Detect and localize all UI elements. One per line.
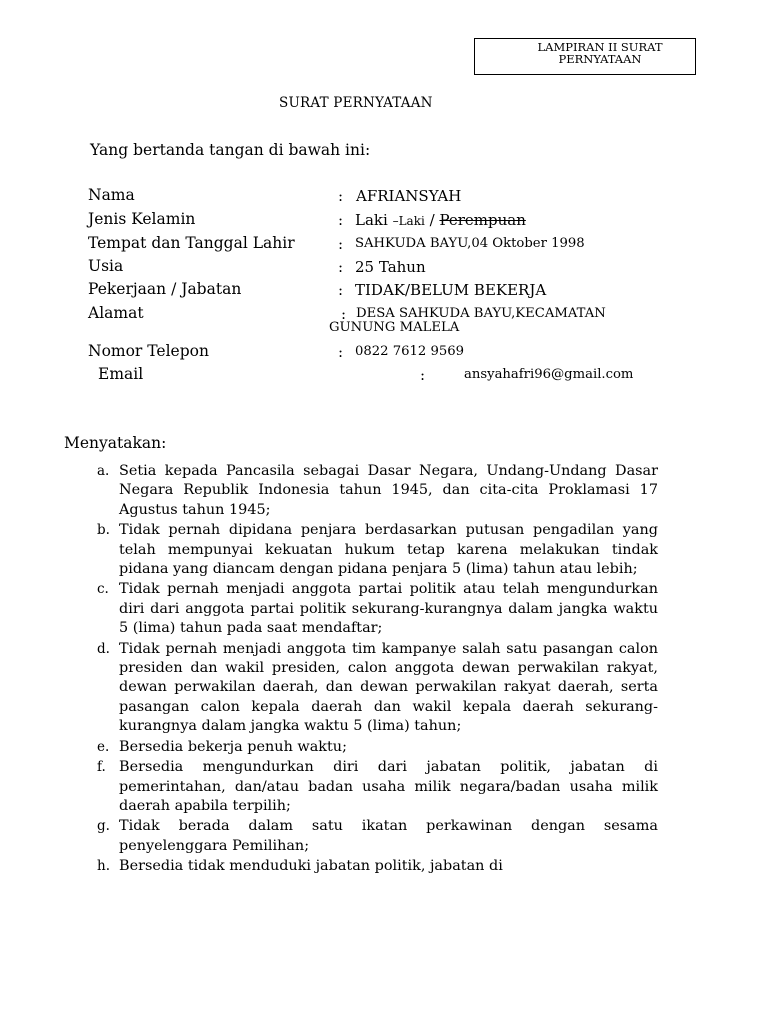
field-value-alamat-line1: DESA SAHKUDA BAYU,KECAMATAN xyxy=(356,306,606,321)
statement-letter: g. xyxy=(97,818,110,835)
intro-text: Yang bertanda tangan di bawah ini: xyxy=(90,141,371,159)
field-value-pekerjaan: TIDAK/BELUM BEKERJA xyxy=(355,281,547,299)
statement-letter: h. xyxy=(97,858,110,875)
gender-laki: Laki xyxy=(355,211,388,229)
gender-laki-dash: –Laki xyxy=(392,214,425,228)
field-label-usia: Usia xyxy=(88,257,124,275)
statement-list xyxy=(88,462,658,878)
field-colon-pekerjaan: : xyxy=(338,281,344,299)
statement-text: Bersedia bekerja penuh waktu; xyxy=(119,738,347,755)
statement-letter: d. xyxy=(97,640,110,657)
gender-perempuan-struck: Perempuan xyxy=(439,211,526,229)
field-colon-usia: : xyxy=(338,258,344,276)
field-colon-telepon: : xyxy=(338,343,344,361)
field-label-ttl: Tempat dan Tanggal Lahir xyxy=(88,234,295,252)
attachment-line-2: PERNYATAAN xyxy=(558,52,642,66)
field-value-ttl: SAHKUDA BAYU,04 Oktober 1998 xyxy=(355,236,585,251)
field-label-telepon: Nomor Telepon xyxy=(88,342,209,360)
statement-item xyxy=(88,738,658,757)
statement-item xyxy=(88,462,658,520)
document-title: SURAT PERNYATAAN xyxy=(279,95,433,111)
statement-text: Bersedia mengundurkan diri dari jabatan politik, jabatan di pemerintahan, dan/atau badan usaha milik negara/badan usaha milik daerah apabila terpilih; xyxy=(119,759,658,814)
statement-letter: b. xyxy=(97,522,110,539)
statement-text: Tidak berada dalam satu ikatan perkawinan dengan sesama penyelenggara Pemilihan; xyxy=(119,818,658,854)
field-colon-nama: : xyxy=(338,187,344,205)
field-value-jenis-kelamin xyxy=(355,211,526,229)
field-label-jenis-kelamin: Jenis Kelamin xyxy=(88,210,196,228)
attachment-label-box xyxy=(474,38,696,75)
statement-text: Bersedia tidak menduduki jabatan politik, jabatan di xyxy=(119,858,503,875)
field-label-nama: Nama xyxy=(88,186,135,204)
statement-item xyxy=(88,521,658,579)
statement-item xyxy=(88,580,658,638)
field-colon-ttl: : xyxy=(338,235,344,253)
statement-item xyxy=(88,758,658,816)
statement-text: Tidak pernah menjadi anggota tim kampanye salah satu pasangan calon presiden dan wakil presiden, calon anggota dewan perwakilan rakyat, dewan perwakilan daerah, dan dewan perwakilan rakyat daerah, serta pasangan calon kepala daerah dan wakil kepala daerah sekurang-kurangnya dalam jangka waktu 5 (lima) tahun; xyxy=(119,640,658,735)
field-value-usia: 25 Tahun xyxy=(355,258,426,276)
statement-letter: e. xyxy=(97,738,110,755)
field-value-telepon: 0822 7612 9569 xyxy=(355,344,465,359)
field-colon-email: : xyxy=(420,366,426,384)
statement-text: Setia kepada Pancasila sebagai Dasar Negara, Undang-Undang Dasar Negara Republik Indonesia tahun 1945, dan cita-cita Proklamasi 17 Agustus tahun 1945; xyxy=(119,463,658,518)
field-value-nama: AFRIANSYAH xyxy=(356,187,462,205)
field-value-email: ansyahafri96@gmail.com xyxy=(464,367,634,382)
statement-item xyxy=(88,817,658,856)
statement-text: Tidak pernah dipidana penjara berdasarkan putusan pengadilan yang telah mempunyai kekuatan hukum tetap karena melakukan tindak pidana yang diancam dengan pidana penjara 5 (lima) tahun atau lebih; xyxy=(119,522,658,578)
attachment-line-1: LAMPIRAN II SURAT xyxy=(537,40,663,54)
field-value-alamat-line2: GUNUNG MALELA xyxy=(329,320,460,335)
statement-letter: a. xyxy=(97,463,110,479)
statement-item xyxy=(88,640,658,737)
statement-text: Tidak pernah menjadi anggota partai politik atau telah mengundurkan diri dari anggota partai politik sekurang-kurangnya dalam jangka waktu 5 (lima) tahun pada saat mendaftar; xyxy=(119,581,658,637)
declares-heading: Menyatakan: xyxy=(64,434,167,452)
field-colon-jenis-kelamin: : xyxy=(338,211,344,229)
field-label-pekerjaan: Pekerjaan / Jabatan xyxy=(88,280,242,298)
statement-item xyxy=(88,857,658,876)
field-label-email: Email xyxy=(98,365,144,383)
gender-separator: / xyxy=(429,211,435,229)
statement-letter: f. xyxy=(97,759,106,776)
field-label-alamat: Alamat xyxy=(88,304,144,322)
statement-letter: c. xyxy=(97,581,109,598)
field-colon-alamat: : xyxy=(341,305,347,323)
